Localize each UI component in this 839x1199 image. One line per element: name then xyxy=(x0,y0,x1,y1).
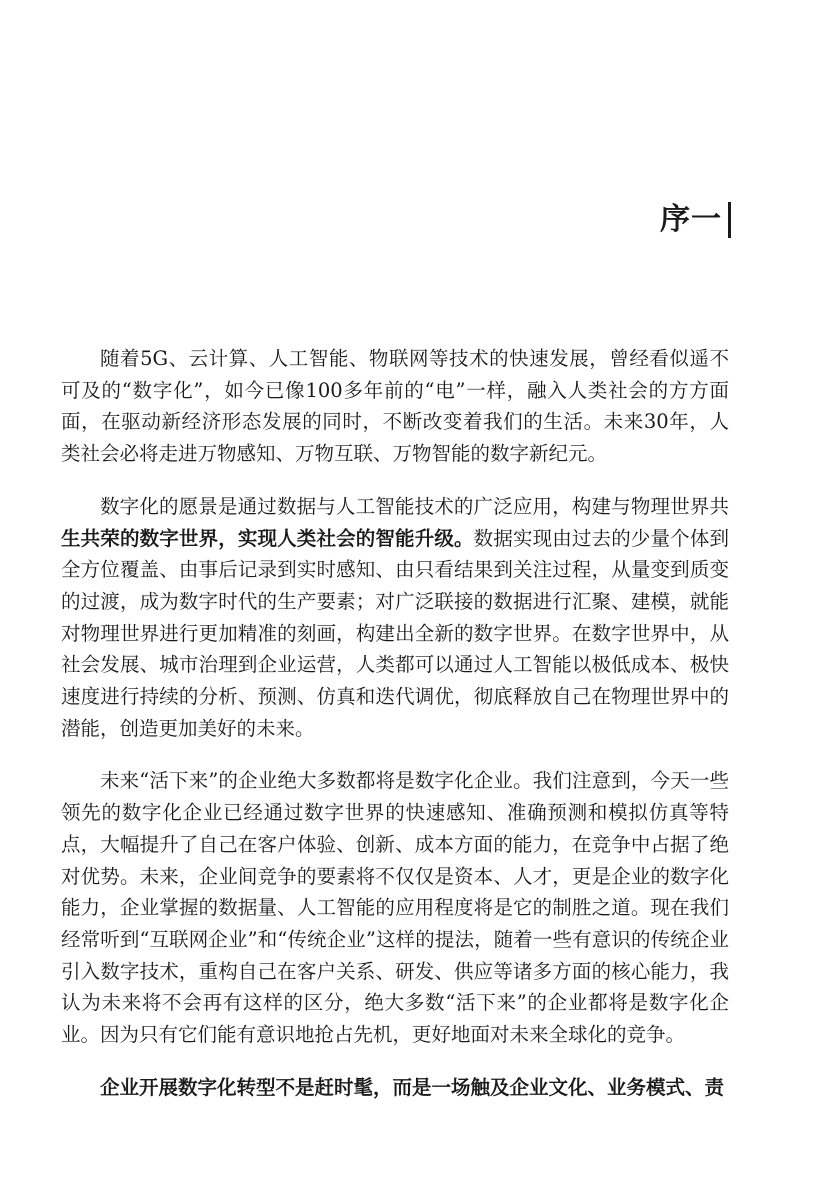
paragraph-4: 企业开展数字化转型不是赶时髦，而是一场触及企业文化、业务模式、责 xyxy=(100,1075,725,1099)
chapter-title: 序一 xyxy=(660,202,722,237)
paragraph-2-bold: 生共荣的数字世界，实现人类社会的智能升级。 xyxy=(61,526,474,550)
title-divider-bar xyxy=(728,202,731,238)
paragraph-3: 未来“活下来”的企业绝大多数都将是数字化企业。我们注意到，今天一些领先的数字化企业已经通过数字世界的快速感知、准确预测和模拟仿真等特点，大幅提升了自己在客户体验、创新、成本方面的能力，在竞争中占据了绝对优势。未来，企业间竞争的要素将不仅仅是资本、人才，更是企业的数字化能力，企业掌握的数据量、人工智能的应用程度将是它的制胜之道。现在我们经常听到“互联网企业”和“传统企业”这样的提法，随着一些有意识的传统企业引入数字技术，重构自己在客户关系、研发、供应等诸多方面的核心能力，我认为未来将不会再有这样的区分，绝大多数“活下来”的企业都将是数字化企业。因为只有它们能有意识地抢占先机，更好地面对未来全球化的竞争。 xyxy=(61,769,729,1047)
preface-body xyxy=(61,343,729,1124)
paragraph-1: 随着5G、云计算、人工智能、物联网等技术的快速发展，曾经看似遥不可及的“数字化”，如今已像100多年前的“电”一样，融入人类社会的方方面面，在驱动新经济形态发展的同时，不断改变着我们的生活。未来30年，人类社会必将走进万物感知、万物互联、万物智能的数字新纪元。 xyxy=(61,347,729,466)
paragraph-2 xyxy=(61,491,729,745)
paragraph-2-lead: 数字化的愿景是通过数据与人工智能技术的广泛应用，构建与物理世界共 xyxy=(100,494,729,518)
paragraph-2-rest: 数据实现由过去的少量个体到全方位覆盖、由事后记录到实时感知、由只看结果到关注过程，从量变到质变的过渡，成为数字时代的生产要素；对广泛联接的数据进行汇聚、建模，就能对物理世界进行更加精准的刻画，构建出全新的数字世界。在数字世界中，从社会发展、城市治理到企业运营，人类都可以通过人工智能以极低成本、极快速度进行持续的分析、预测、仿真和迭代调优，彻底释放自己在物理世界中的潜能，创造更加美好的未来。 xyxy=(61,526,729,740)
chapter-heading xyxy=(660,200,731,240)
